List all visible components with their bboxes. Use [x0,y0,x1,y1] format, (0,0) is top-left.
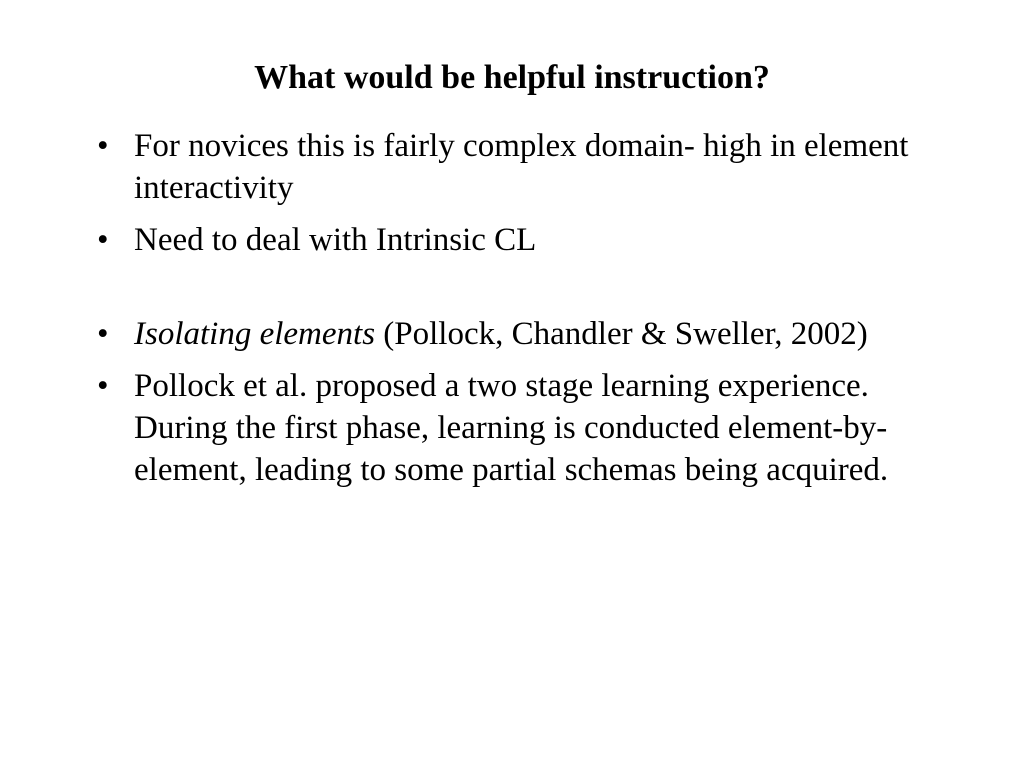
bullet-text: (Pollock, Chandler & Sweller, 2002) [375,316,868,352]
bullet-item [97,365,957,491]
bullet-list [97,125,957,501]
bullet-item [97,219,957,261]
bullet-emphasis: Isolating elements [134,316,376,352]
bullet-dot-icon: • [97,368,109,404]
bullet-dot-icon: • [97,222,109,258]
bullet-dot-icon: • [97,128,109,164]
bullet-dot-icon: • [97,316,109,352]
bullet-item [97,313,957,355]
bullet-text: For novices this is fairly complex domain- high in element interactivity [134,128,909,206]
bullet-text: Need to deal with Intrinsic CL [134,222,537,258]
bullet-text: Pollock et al. proposed a two stage learning experience. During the first phase, learning is conducted element-by-element, leading to some partial schemas being acquired. [134,368,889,488]
slide-title: What would be helpful instruction? [254,59,770,96]
bullet-item [97,125,957,209]
